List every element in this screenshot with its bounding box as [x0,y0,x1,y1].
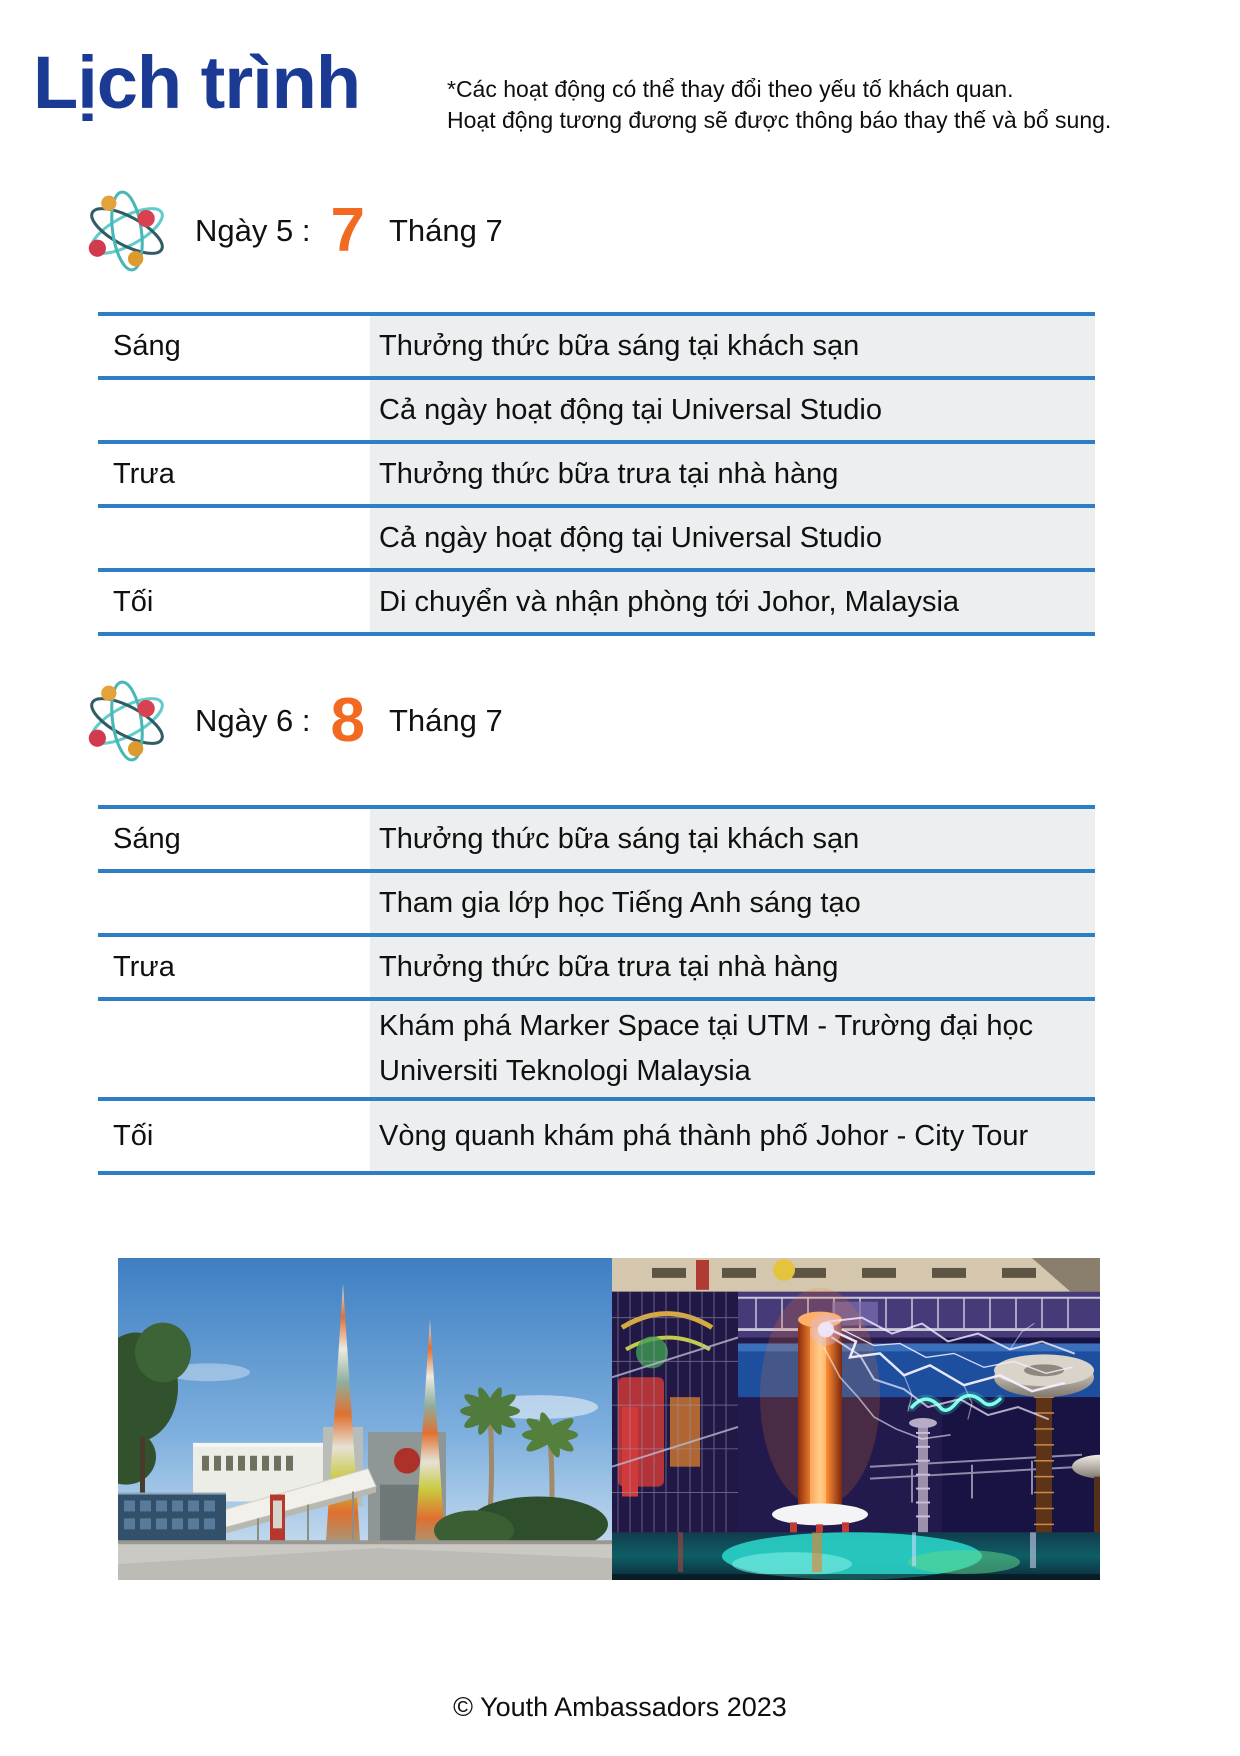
copyright-footer: © Youth Ambassadors 2023 [453,1692,787,1722]
atom-icon [83,677,171,765]
science-centre-photo [118,1258,612,1580]
time-cell: Sáng [98,809,370,869]
time-cell: Tối [98,572,370,632]
day6-heading [83,676,503,766]
time-cell: Tối [98,1101,370,1171]
tesla-coil-photo [612,1258,1100,1580]
activity-cell: Cả ngày hoạt động tại Universal Studio [370,380,1095,440]
atom-icon [83,187,171,275]
activity-line-2: Universiti Teknologi Malaysia [379,1055,751,1087]
time-cell: Trưa [98,937,370,997]
table-row [98,873,1095,937]
activity-cell: Thưởng thức bữa trưa tại nhà hàng [370,444,1095,504]
activity-cell: Thưởng thức bữa sáng tại khách sạn [370,809,1095,869]
activity-cell: Tham gia lớp học Tiếng Anh sáng tạo [370,873,1095,933]
time-cell [98,380,370,440]
time-cell [98,873,370,933]
page-title: Lịch trình [33,41,361,124]
day6-month: Tháng 7 [388,703,503,738]
table-row [98,809,1095,873]
day5-month: Tháng 7 [388,213,503,248]
table-row [98,1101,1095,1175]
photo-strip [118,1258,1100,1580]
disclaimer-line-1: *Các hoạt động có thể thay đổi theo yếu tố khách quan. [447,76,1014,102]
day6-label: Ngày 6 : [195,703,311,738]
activity-line-1: Khám phá Marker Space tại UTM - Trường đại học [379,1009,1034,1042]
table-row [98,937,1095,1001]
activity-cell: Di chuyển và nhận phòng tới Johor, Malaysia [370,572,1095,632]
disclaimer-line-2: Hoạt động tương đương sẽ được thông báo thay thế và bổ sung. [447,107,1112,133]
day6-schedule-table [98,805,1095,1175]
activity-cell [370,1001,1095,1097]
day5-date-number: 7 [330,196,365,265]
table-row [98,572,1095,636]
day6-date-number: 8 [330,686,365,755]
day5-schedule-table [98,312,1095,636]
day5-label: Ngày 5 : [195,213,311,248]
activity-cell: Thưởng thức bữa sáng tại khách sạn [370,316,1095,376]
table-row [98,508,1095,572]
table-row [98,1001,1095,1101]
table-row [98,316,1095,380]
time-cell [98,508,370,568]
time-cell: Trưa [98,444,370,504]
day5-heading [83,186,503,276]
activity-cell: Vòng quanh khám phá thành phố Johor - City Tour [370,1101,1095,1171]
time-cell [98,1001,370,1097]
activity-cell: Cả ngày hoạt động tại Universal Studio [370,508,1095,568]
time-cell: Sáng [98,316,370,376]
table-row [98,380,1095,444]
disclaimer-note [447,74,1127,136]
activity-cell: Thưởng thức bữa trưa tại nhà hàng [370,937,1095,997]
table-row [98,444,1095,508]
